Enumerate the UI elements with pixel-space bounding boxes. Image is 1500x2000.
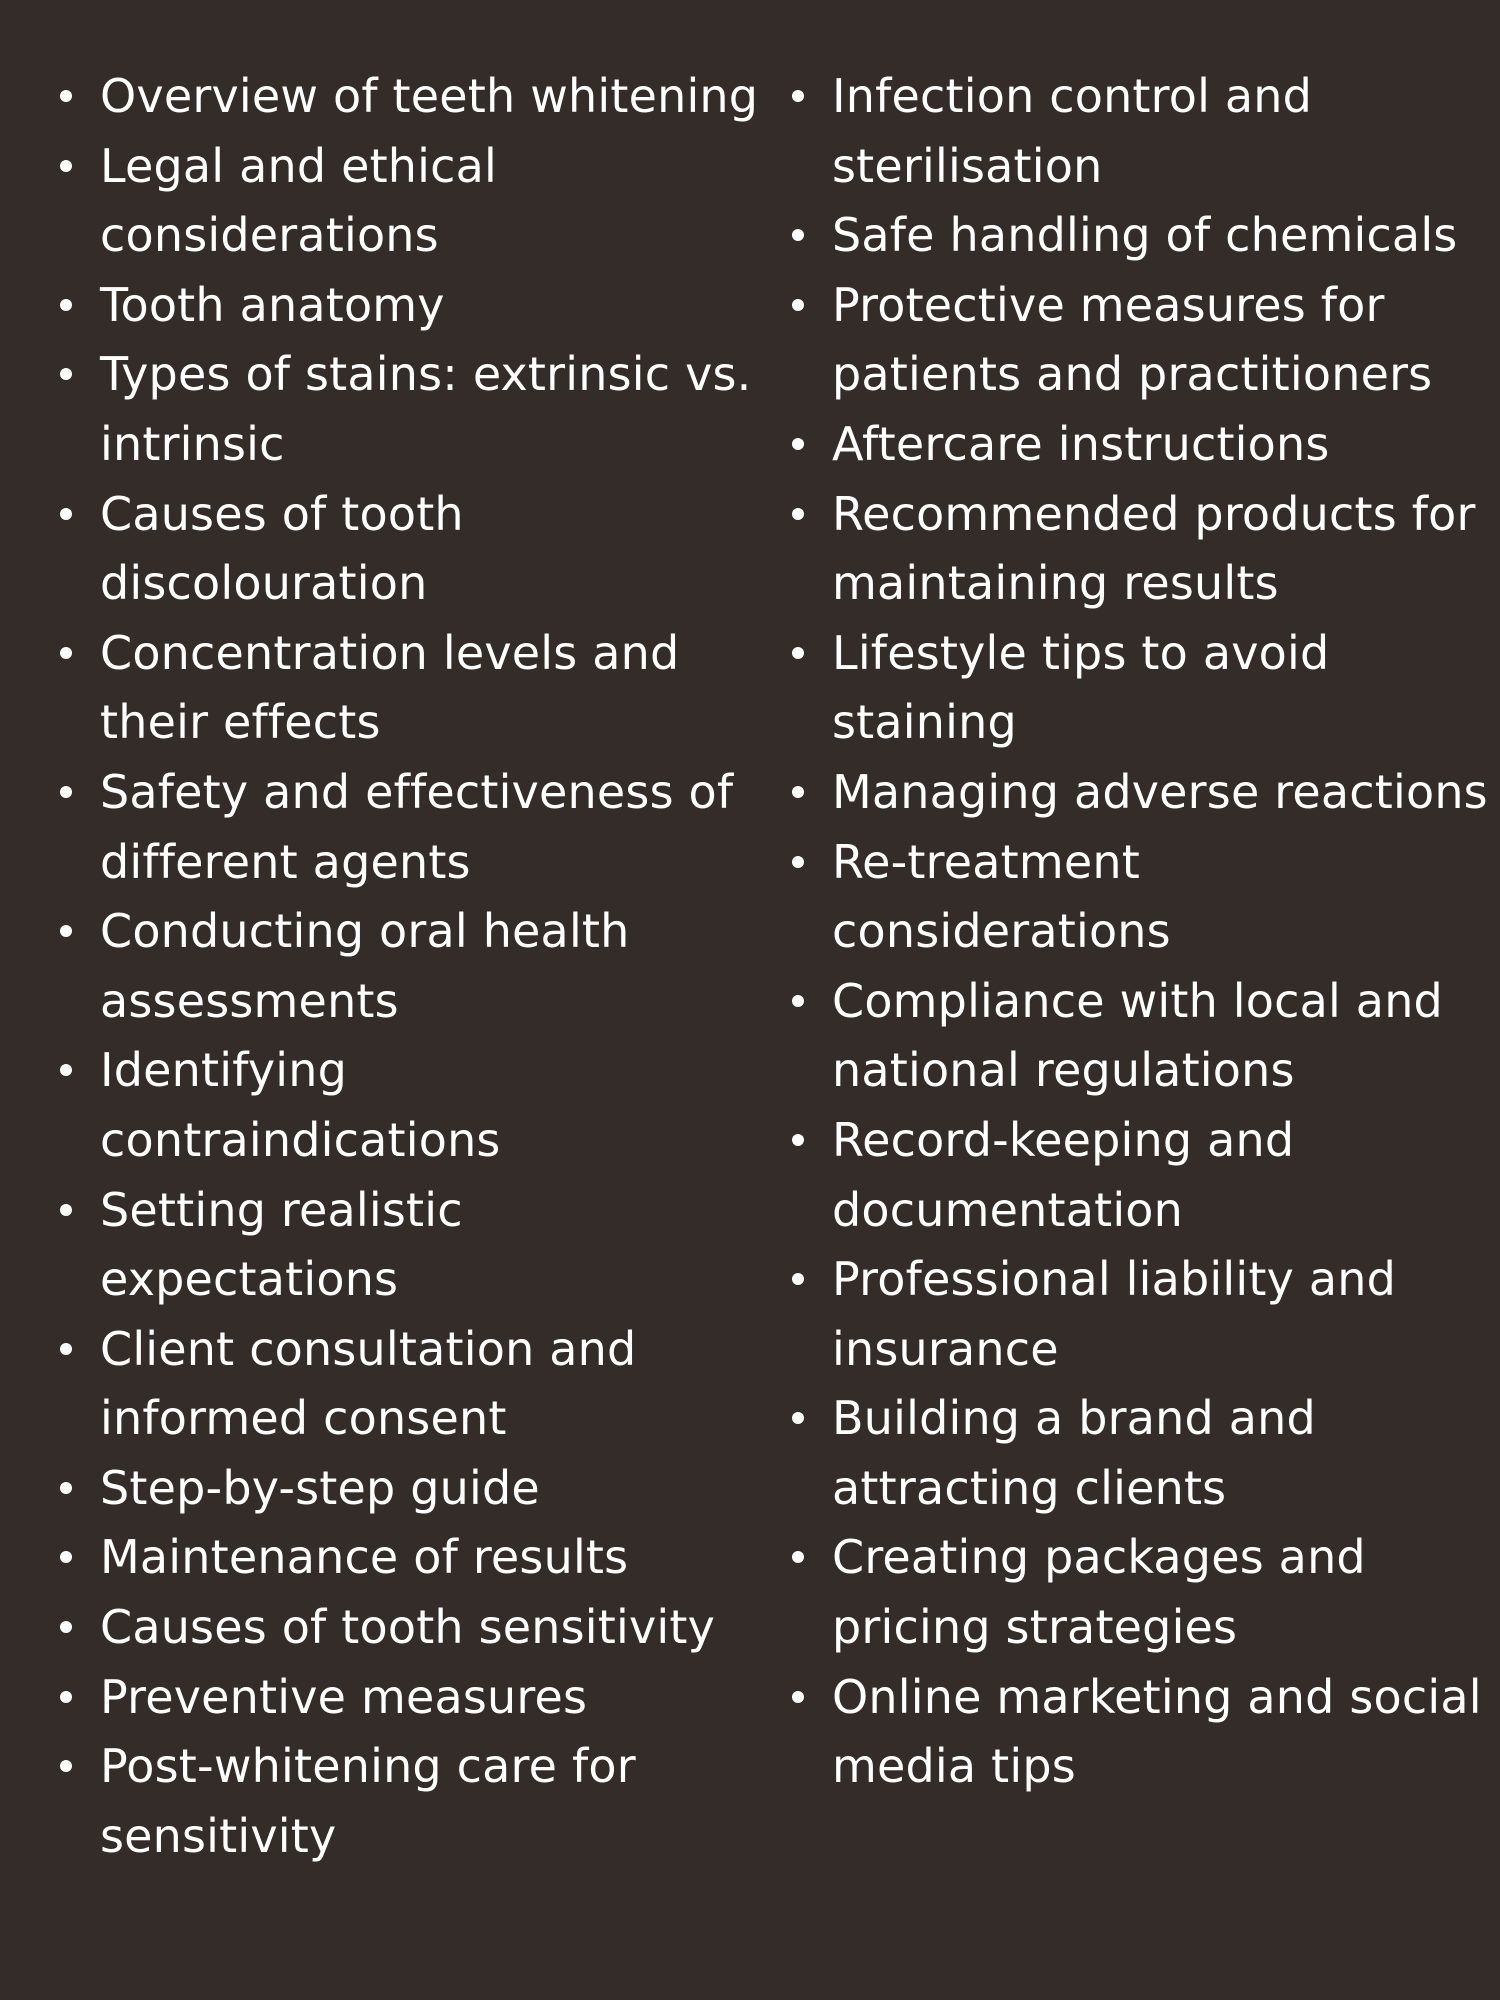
list-item-text: Recommended products for maintaining results [832,486,1476,611]
bullet-icon [60,368,72,380]
list-item [792,1106,1492,1245]
list-item [60,1732,760,1871]
bullet-icon [792,1691,804,1703]
list-item [60,1663,760,1733]
list-item [792,62,1492,201]
list-item-text: Setting realistic expectations [100,1182,463,1307]
bullet-icon [60,1064,72,1076]
bullet-icon [60,1691,72,1703]
list-item-text: Step-by-step guide [100,1460,540,1515]
bullet-icon [60,160,72,172]
list-item [60,758,760,897]
list-item-text: Managing adverse reactions [832,764,1488,819]
list-item [792,1523,1492,1662]
bullet-icon [792,508,804,520]
list-item [60,1454,760,1524]
bullet-icon [792,90,804,102]
list-item-text: Tooth anatomy [100,277,445,332]
bullet-icon [60,1343,72,1355]
list-item [60,62,760,132]
bullet-icon [792,647,804,659]
list-item-text: Safe handling of chemicals [832,208,1458,263]
list-item [792,410,1492,480]
list-item [792,480,1492,619]
list-item-text: Overview of teeth whitening [100,69,759,123]
list-item [792,967,1492,1106]
list-item [792,1384,1492,1523]
list-item-text: Building a brand and attracting clients [832,1391,1316,1515]
list-item-text: Safety and effectiveness of different agents [100,764,734,889]
bullet-icon [60,786,72,798]
list-item-text: Types of stains: extrinsic vs. intrinsic [100,347,752,471]
bullet-icon [60,299,72,311]
list-item-text: Concentration levels and their effects [100,625,680,750]
bullet-icon [60,1204,72,1216]
list-item-text: Online marketing and social media tips [832,1669,1482,1794]
list-item-text: Lifestyle tips to avoid staining [832,625,1330,750]
list-item [792,758,1492,828]
bullet-icon [792,786,804,798]
right-topic-list [792,62,1492,1802]
bullet-icon [792,299,804,311]
list-item [60,1036,760,1175]
list-item-text: Maintenance of results [100,1530,629,1585]
list-item [60,1523,760,1593]
list-item [792,1663,1492,1802]
list-item [792,201,1492,271]
list-item-text: Client consultation and informed consent [100,1321,637,1446]
list-item-text: Record-keeping and documentation [832,1112,1295,1237]
bullet-icon [60,925,72,937]
bullet-icon [60,1621,72,1633]
bullet-icon [60,90,72,102]
list-item-text: Aftercare instructions [832,416,1330,471]
bullet-icon [60,1482,72,1494]
list-item-text: Legal and ethical considerations [100,138,498,263]
list-item [792,828,1492,967]
list-item [60,480,760,619]
bullet-icon [792,1134,804,1146]
list-item-text: Professional liability and insurance [832,1252,1396,1376]
list-item [60,619,760,758]
bullet-icon [792,1412,804,1424]
list-item [60,271,760,341]
left-topic-list [60,62,760,1871]
bullet-icon [792,856,804,868]
bullet-icon [60,1760,72,1772]
list-item-text: Preventive measures [100,1669,588,1724]
list-item [60,1315,760,1454]
list-item [60,1593,760,1663]
bullet-icon [60,508,72,520]
list-item [792,271,1492,410]
list-item-text: Infection control and sterilisation [832,69,1313,193]
list-item-text: Causes of tooth discolouration [100,486,464,611]
bullet-icon [792,1551,804,1563]
list-item [60,132,760,271]
bullet-icon [792,1273,804,1285]
list-item [792,619,1492,758]
list-item-text: Compliance with local and national regulations [832,973,1443,1098]
list-item-text: Identifying contraindications [100,1043,501,1167]
list-item [60,897,760,1036]
list-item-text: Protective measures for patients and practitioners [832,277,1433,402]
list-item [60,1176,760,1315]
bullet-icon [792,229,804,241]
bullet-icon [60,647,72,659]
list-item [792,1245,1492,1384]
bullet-icon [792,995,804,1007]
list-item-text: Creating packages and pricing strategies [832,1530,1366,1655]
list-item-text: Causes of tooth sensitivity [100,1600,716,1655]
bullet-icon [60,1551,72,1563]
list-item-text: Re-treatment considerations [832,834,1171,959]
bullet-icon [792,438,804,450]
list-item-text: Conducting oral health assessments [100,904,630,1028]
list-item-text: Post-whitening care for sensitivity [100,1739,636,1863]
list-item [60,340,760,479]
